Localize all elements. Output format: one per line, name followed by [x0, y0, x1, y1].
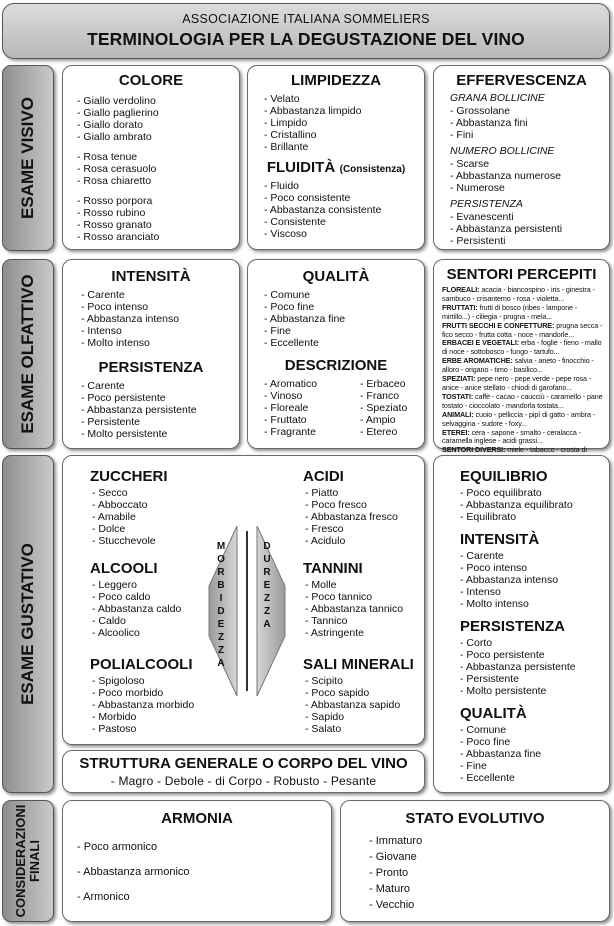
struttura-list: - Magro - Debole - di Corpo - Robusto - Pesante: [110, 774, 377, 788]
colore-list-rosa: [77, 151, 239, 187]
section-label-line1: CONSIDERAZIONI: [13, 804, 28, 918]
list-item: - Abbastanza equilibrato: [460, 499, 609, 511]
qualita-gust-list: [460, 724, 609, 784]
list-item: - Aromatico: [264, 378, 360, 390]
list-item: - Etereo: [360, 426, 407, 438]
fluidita-title: [248, 159, 424, 177]
section-esame-gustativo: [2, 455, 54, 793]
qualita-olf-list: [264, 289, 424, 349]
sentori-entry: [442, 429, 603, 447]
sentori-text: pepe nero - pepe verde - pepe rosa - anice - anice stellato - chiodi di garofano...: [442, 374, 592, 392]
limpidezza-title: LIMPIDEZZA: [291, 72, 381, 89]
equilibrio-title: EQUILIBRIO: [460, 468, 548, 485]
list-item: - Abbastanza caldo: [92, 603, 220, 615]
list-item: - Intenso: [460, 586, 609, 598]
sentori-entry: [442, 304, 603, 322]
list-item: - Ampio: [360, 414, 407, 426]
gustativo-main-box: [62, 455, 425, 745]
list-item: - Rosso rubino: [77, 207, 239, 219]
list-item: - Poco consistente: [264, 192, 424, 204]
letter: R: [263, 567, 271, 578]
durezza-label: [261, 540, 273, 631]
list-item: - Consistente: [264, 216, 424, 228]
list-item: - Leggero: [92, 579, 220, 591]
list-item: - Pronto: [369, 865, 609, 881]
list-item: - Corto: [460, 637, 609, 649]
acidi-list: [305, 487, 423, 547]
sentori-entry: [442, 339, 603, 357]
letter: Z: [217, 645, 225, 656]
list-item: - Molto intenso: [460, 598, 609, 610]
colore-title: COLORE: [118, 72, 184, 89]
stato-evolutivo-list: [369, 833, 609, 913]
letter: E: [217, 619, 225, 630]
list-item: - Poco persistente: [460, 649, 609, 661]
tannini-title: TANNINI: [303, 560, 363, 577]
letter: M: [216, 541, 226, 552]
list-item: - Rosso aranciato: [77, 231, 239, 243]
descrizione-col2: [360, 378, 407, 438]
acidi-group: [303, 468, 423, 547]
list-item: - Scipito: [305, 675, 425, 687]
list-item: - Abbastanza limpido: [264, 105, 424, 117]
list-item: - Evanescenti: [450, 211, 609, 223]
list-item: - Fresco: [305, 523, 423, 535]
list-item: - Alcoolico: [92, 627, 220, 639]
list-item: - Eccellente: [460, 772, 609, 784]
list-item: - Poco fine: [264, 301, 424, 313]
list-item: - Abbastanza tannico: [305, 603, 423, 615]
list-item: - Poco tannico: [305, 591, 423, 603]
list-item: - Poco armonico: [77, 835, 331, 860]
struttura-box: [62, 750, 425, 793]
letter: R: [217, 567, 225, 578]
list-item: - Giovane: [369, 849, 609, 865]
grana-bollicine-list: [450, 105, 609, 141]
polialcooli-title: POLIALCOOLI: [90, 656, 193, 673]
armonia-title: ARMONIA: [161, 810, 233, 827]
section-label: ESAME GUSTATIVO: [18, 543, 37, 705]
sentori-box: [433, 259, 610, 455]
list-item: - Carente: [81, 380, 239, 392]
qualita-olf-title: QUALITÀ: [302, 268, 370, 285]
numero-bollicine-list: [450, 158, 609, 194]
list-item: - Abboccato: [92, 499, 220, 511]
association-name: ASSOCIAZIONE ITALIANA SOMMELIERS: [182, 12, 430, 26]
letter: U: [263, 554, 271, 565]
list-item: - Fruttato: [264, 414, 360, 426]
section-label-line2: FINALI: [27, 840, 42, 882]
list-item: - Persistente: [460, 673, 609, 685]
sentori-list: [442, 286, 603, 464]
letter: E: [263, 580, 271, 591]
list-item: - Poco sapido: [305, 687, 425, 699]
list-item: - Abbastanza fine: [460, 748, 609, 760]
list-item: - Eccellente: [264, 337, 424, 349]
sentori-text: caffè - cacao - caucciù - caramello - pane tostato - cioccolato - mandorla tostata...: [442, 391, 603, 410]
list-item: - Immaturo: [369, 833, 609, 849]
sentori-text: cera - sapone - smalto - ceralacca - caramella inglese - acidi grassi...: [442, 427, 582, 446]
intensita-gust-title: INTENSITÀ: [460, 531, 540, 548]
sali-minerali-group: [303, 656, 425, 735]
sentori-text: prugna secca - fico secco - frutta cotta - noce - mandorle...: [442, 320, 603, 339]
section-label: [14, 805, 42, 918]
list-item: - Vecchio: [369, 897, 609, 913]
list-item: - Molto intenso: [81, 337, 239, 349]
descrizione-columns: [264, 378, 424, 438]
letter: Z: [263, 593, 271, 604]
section-esame-visivo: [2, 65, 54, 251]
list-item: - Fragrante: [264, 426, 360, 438]
header-banner: [2, 3, 610, 59]
intensita-olf-list: [81, 289, 239, 349]
sentori-label: TOSTATI:: [442, 391, 474, 401]
armonia-box: [62, 800, 332, 922]
colore-box: [62, 65, 240, 250]
fluidita-subtitle: (Consistenza): [339, 164, 406, 175]
sentori-label: FLOREALI:: [442, 285, 480, 294]
list-item: - Spigoloso: [92, 675, 220, 687]
list-item: - Grossolane: [450, 105, 609, 117]
letter: O: [217, 554, 225, 565]
list-item: - Abbastanza fine: [264, 313, 424, 325]
list-item: - Viscoso: [264, 228, 424, 240]
sentori-text: miele - tabacco - crosta di: [507, 445, 587, 455]
effervescenza-title: EFFERVESCENZA: [456, 72, 587, 89]
list-item: - Giallo ambrato: [77, 131, 239, 143]
qualita-gust-title: QUALITÀ: [460, 705, 527, 722]
list-item: - Rosa chiaretto: [77, 175, 239, 187]
intensita-persistenza-olf-box: [62, 259, 240, 449]
list-item: - Poco equilibrato: [460, 487, 609, 499]
sentori-label: ANIMALI:: [442, 409, 474, 419]
list-item: - Armonico: [77, 885, 331, 910]
letter: A: [263, 619, 271, 630]
numero-bollicine-title: NUMERO BOLLICINE: [450, 145, 555, 157]
list-item: - Poco persistente: [81, 392, 239, 404]
list-item: - Brillante: [264, 141, 424, 153]
list-item: - Abbastanza intenso: [460, 574, 609, 586]
armonia-list: [77, 835, 331, 910]
list-item: - Poco intenso: [81, 301, 239, 313]
list-item: - Abbastanza numerose: [450, 170, 609, 182]
list-item: - Rosa tenue: [77, 151, 239, 163]
persistenza-olf-title: PERSISTENZA: [98, 359, 204, 376]
zuccheri-title: ZUCCHERI: [90, 468, 168, 485]
letter: Z: [217, 632, 225, 643]
sentori-label: ERBE AROMATICHE:: [442, 356, 513, 366]
list-item: - Molto persistente: [81, 428, 239, 440]
list-item: - Astringente: [305, 627, 423, 639]
sentori-entry: [442, 322, 603, 340]
list-item: - Persistente: [81, 416, 239, 428]
persistenza-bollicine-title: PERSISTENZA: [450, 198, 523, 210]
acidi-title: ACIDI: [303, 468, 344, 485]
fluidita-list: [264, 180, 424, 240]
list-item: - Salato: [305, 723, 425, 735]
list-item: - Floreale: [264, 402, 360, 414]
page-title: TERMINOLOGIA PER LA DEGUSTAZIONE DEL VINO: [87, 29, 525, 49]
sentori-label: FRUTTI SECCHI E CONFETTURE:: [442, 320, 555, 330]
sentori-entry: [442, 286, 603, 304]
sentori-entry: [442, 411, 603, 429]
sentori-entry: [442, 393, 603, 411]
list-item: - Rosso granato: [77, 219, 239, 231]
list-item: - Carente: [81, 289, 239, 301]
list-item: - Abbastanza fresco: [305, 511, 423, 523]
list-item: - Molto persistente: [460, 685, 609, 697]
list-item: - Molle: [305, 579, 423, 591]
list-item: - Erbaceo: [360, 378, 407, 390]
list-item: - Velato: [264, 93, 424, 105]
list-item: - Franco: [360, 390, 407, 402]
list-item: - Tannico: [305, 615, 423, 627]
list-item: - Acidulo: [305, 535, 423, 547]
list-item: - Rosa cerasuolo: [77, 163, 239, 175]
list-item: - Abbastanza armonico: [77, 860, 331, 885]
section-considerazioni-finali: [2, 800, 54, 922]
list-item: - Fine: [264, 325, 424, 337]
list-item: - Limpido: [264, 117, 424, 129]
list-item: - Maturo: [369, 881, 609, 897]
section-esame-olfattivo: [2, 259, 54, 449]
stato-evolutivo-title: STATO EVOLUTIVO: [405, 810, 545, 827]
list-item: - Poco intenso: [460, 562, 609, 574]
persistenza-gust-title: PERSISTENZA: [460, 618, 566, 635]
list-item: - Pastoso: [92, 723, 220, 735]
limpidezza-list: [264, 93, 424, 153]
letter: A: [217, 658, 225, 669]
sali-minerali-list: [305, 675, 425, 735]
list-item: - Comune: [264, 289, 424, 301]
descrizione-title: DESCRIZIONE: [284, 357, 388, 374]
list-item: - Morbido: [92, 711, 220, 723]
tannini-group: [303, 560, 423, 639]
list-item: - Fini: [450, 129, 609, 141]
list-item: - Abbastanza fini: [450, 117, 609, 129]
list-item: - Abbastanza persistente: [81, 404, 239, 416]
list-item: - Abbastanza consistente: [264, 204, 424, 216]
list-item: - Cristallino: [264, 129, 424, 141]
sentori-label: SENTORI DIVERSI:: [442, 445, 506, 455]
sentori-text: cuoio - pelliccia - pipì di gatto - ambra - selvaggina - sudore - foxy...: [442, 409, 595, 428]
list-item: - Caldo: [92, 615, 220, 627]
list-item: - Abbastanza persistenti: [450, 223, 609, 235]
list-item: - Dolce: [92, 523, 220, 535]
stato-evolutivo-box: [340, 800, 610, 922]
sentori-entry: [442, 375, 603, 393]
sali-minerali-title: SALI MINERALI: [303, 656, 414, 673]
persistenza-olf-list: [81, 380, 239, 440]
letter: D: [217, 606, 225, 617]
struttura-title: STRUTTURA GENERALE O CORPO DEL VINO: [79, 755, 408, 772]
list-item: - Scarse: [450, 158, 609, 170]
colore-list-rossi: [77, 195, 239, 243]
list-item: - Abbastanza morbido: [92, 699, 220, 711]
grana-bollicine-title: GRANA BOLLICINE: [450, 92, 545, 104]
effervescenza-box: [433, 65, 610, 250]
sentori-entry: [442, 357, 603, 375]
list-item: - Sapido: [305, 711, 425, 723]
sentori-text: erba - foglie - fieno - mallo di noce - sottobosco - fungo - tartufo...: [442, 338, 602, 357]
list-item: - Poco fine: [460, 736, 609, 748]
persistenza-bollicine-list: [450, 211, 609, 247]
list-item: - Abbastanza persistente: [460, 661, 609, 673]
list-item: - Equilibrato: [460, 511, 609, 523]
list-item: - Piatto: [305, 487, 423, 499]
list-item: - Intenso: [81, 325, 239, 337]
list-item: - Poco morbido: [92, 687, 220, 699]
list-item: - Secco: [92, 487, 220, 499]
sentori-label: SPEZIATI:: [442, 374, 476, 384]
morbidezza-label: [215, 540, 227, 670]
intensita-gust-list: [460, 550, 609, 610]
list-item: - Abbastanza intenso: [81, 313, 239, 325]
list-item: - Speziato: [360, 402, 407, 414]
list-item: - Giallo dorato: [77, 119, 239, 131]
descrizione-col1: [264, 378, 360, 438]
letter: B: [217, 580, 225, 591]
sentori-text: frutti di bosco (ribes - lampone - mirtillo...) - ciliegia - prugna - mela...: [442, 302, 578, 321]
fluidita-title-text: FLUIDITÀ: [266, 159, 336, 176]
list-item: - Giallo paglierino: [77, 107, 239, 119]
gustativo-right-box: [433, 455, 610, 793]
list-item: - Fine: [460, 760, 609, 772]
tannini-list: [305, 579, 423, 639]
list-item: - Carente: [460, 550, 609, 562]
arrow-divider: [246, 531, 248, 691]
sentori-text: salvia - aneto - finocchio - alloro - origano - timo - basilico...: [442, 356, 594, 375]
list-item: - Numerose: [450, 182, 609, 194]
sentori-text: acacia - biancospino - iris - ginestra - sambuco - crisantemo - rosa - violetta...: [442, 285, 595, 303]
sentori-label: FRUTTATI:: [442, 302, 478, 312]
list-item: - Vinoso: [264, 390, 360, 402]
sentori-label: ETEREI:: [442, 427, 470, 437]
list-item: - Rosso porpora: [77, 195, 239, 207]
section-label: ESAME VISIVO: [18, 97, 37, 219]
list-item: - Giallo verdolino: [77, 95, 239, 107]
list-item: - Comune: [460, 724, 609, 736]
sentori-title: SENTORI PERCEPITI: [446, 266, 597, 283]
list-item: - Stucchevole: [92, 535, 220, 547]
letter: Z: [263, 606, 271, 617]
equilibrio-list: [460, 487, 609, 523]
intensita-olf-title: INTENSITÀ: [111, 268, 191, 285]
list-item: - Persistenti: [450, 235, 609, 247]
list-item: - Poco fresco: [305, 499, 423, 511]
letter: D: [263, 541, 271, 552]
persistenza-gust-list: [460, 637, 609, 697]
colore-list-gialli: [77, 95, 239, 143]
letter: I: [219, 593, 223, 604]
section-label: ESAME OLFATTIVO: [18, 274, 37, 434]
qualita-descrizione-box: [247, 259, 425, 449]
list-item: - Poco caldo: [92, 591, 220, 603]
limpidezza-fluidita-box: [247, 65, 425, 250]
alcooli-title: ALCOOLI: [90, 560, 158, 577]
list-item: - Abbastanza sapido: [305, 699, 425, 711]
list-item: - Fluido: [264, 180, 424, 192]
sentori-label: ERBACEI E VEGETALI:: [442, 338, 520, 348]
list-item: - Amabile: [92, 511, 220, 523]
